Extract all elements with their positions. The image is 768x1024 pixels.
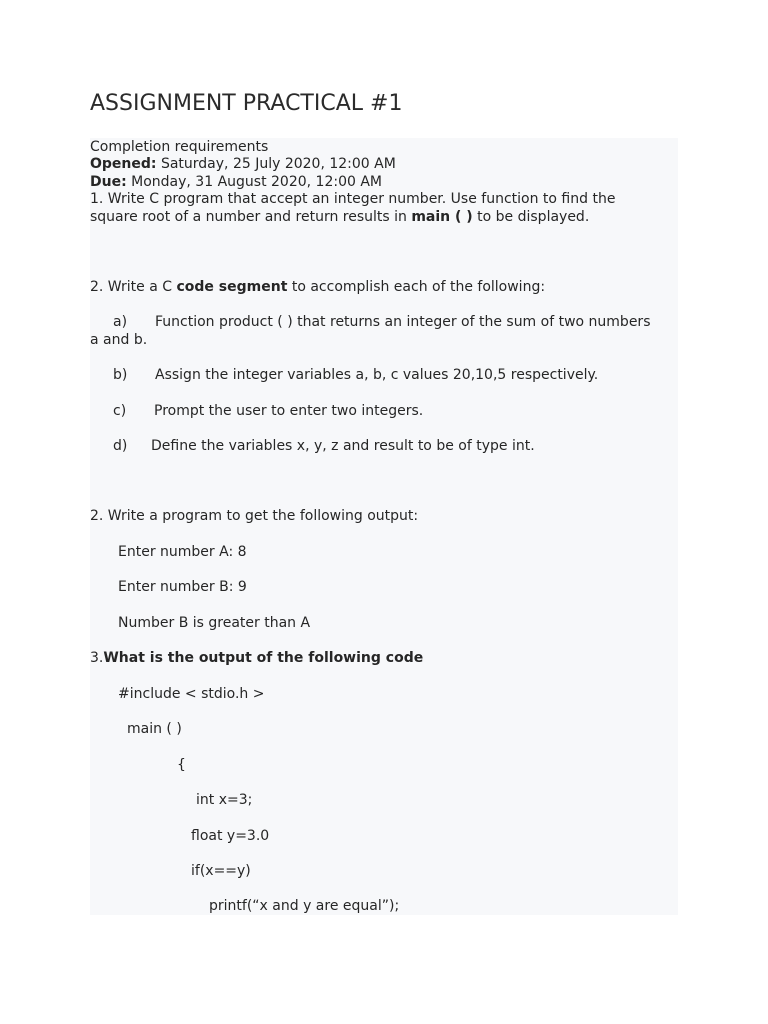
q2-item-c-marker: c) <box>113 403 127 419</box>
code-line: { <box>177 757 186 773</box>
q2-item-b-text: Assign the integer variables a, b, c values 20,10,5 respectively. <box>155 367 599 383</box>
due-date <box>90 174 382 191</box>
code-line: printf(“x and y are equal”); <box>209 898 400 914</box>
question-2-heading <box>90 279 545 296</box>
opened-date <box>90 156 396 173</box>
output-line: Enter number A: 8 <box>118 544 247 560</box>
code-line: #include < stdio.h > <box>118 686 265 702</box>
q2-item-a-continuation: a and b. <box>90 332 148 348</box>
q2-item-a-text: Function product ( ) that returns an integer of the sum of two numbers <box>155 314 651 330</box>
question-1-line-1: 1. Write C program that accept an integer number. Use function to find the <box>90 191 616 207</box>
code-line: if(x==y) <box>191 863 251 879</box>
opened-value: Saturday, 25 July 2020, 12:00 AM <box>156 156 396 172</box>
q2-bold-code-segment: code segment <box>176 279 288 295</box>
q2-item-d-marker: d) <box>113 438 128 454</box>
q3-number: 3. <box>90 650 104 666</box>
q2-text-end: to accomplish each of the following: <box>287 279 546 295</box>
q3-heading-text: What is the output of the following code <box>103 650 424 666</box>
q1-text-end: to be displayed. <box>472 209 590 225</box>
completion-requirements-link[interactable]: Completion requirements <box>90 139 269 155</box>
page-title: ASSIGNMENT PRACTICAL #1 <box>90 91 403 116</box>
question-1-line-2 <box>90 209 589 226</box>
q2-item-b-marker: b) <box>113 367 128 383</box>
code-line: float y=3.0 <box>191 828 270 844</box>
question-2b-heading: 2. Write a program to get the following output: <box>90 508 419 524</box>
q1-text: square root of a number and return results in <box>90 209 412 225</box>
output-line: Enter number B: 9 <box>118 579 247 595</box>
due-label: Due: <box>90 174 127 190</box>
q1-bold-main: main ( ) <box>411 209 473 225</box>
assignment-content-panel <box>90 138 678 915</box>
question-3-heading <box>90 650 423 667</box>
q2-item-c-text: Prompt the user to enter two integers. <box>154 403 424 419</box>
q2-item-d-text: Define the variables x, y, z and result to be of type int. <box>151 438 535 454</box>
code-line: main ( ) <box>127 721 182 737</box>
output-line: Number B is greater than A <box>118 615 311 631</box>
code-line: int x=3; <box>196 792 253 808</box>
opened-label: Opened: <box>90 156 157 172</box>
due-value: Monday, 31 August 2020, 12:00 AM <box>126 174 382 190</box>
q2-text: 2. Write a C <box>90 279 177 295</box>
q2-item-a-marker: a) <box>113 314 128 330</box>
